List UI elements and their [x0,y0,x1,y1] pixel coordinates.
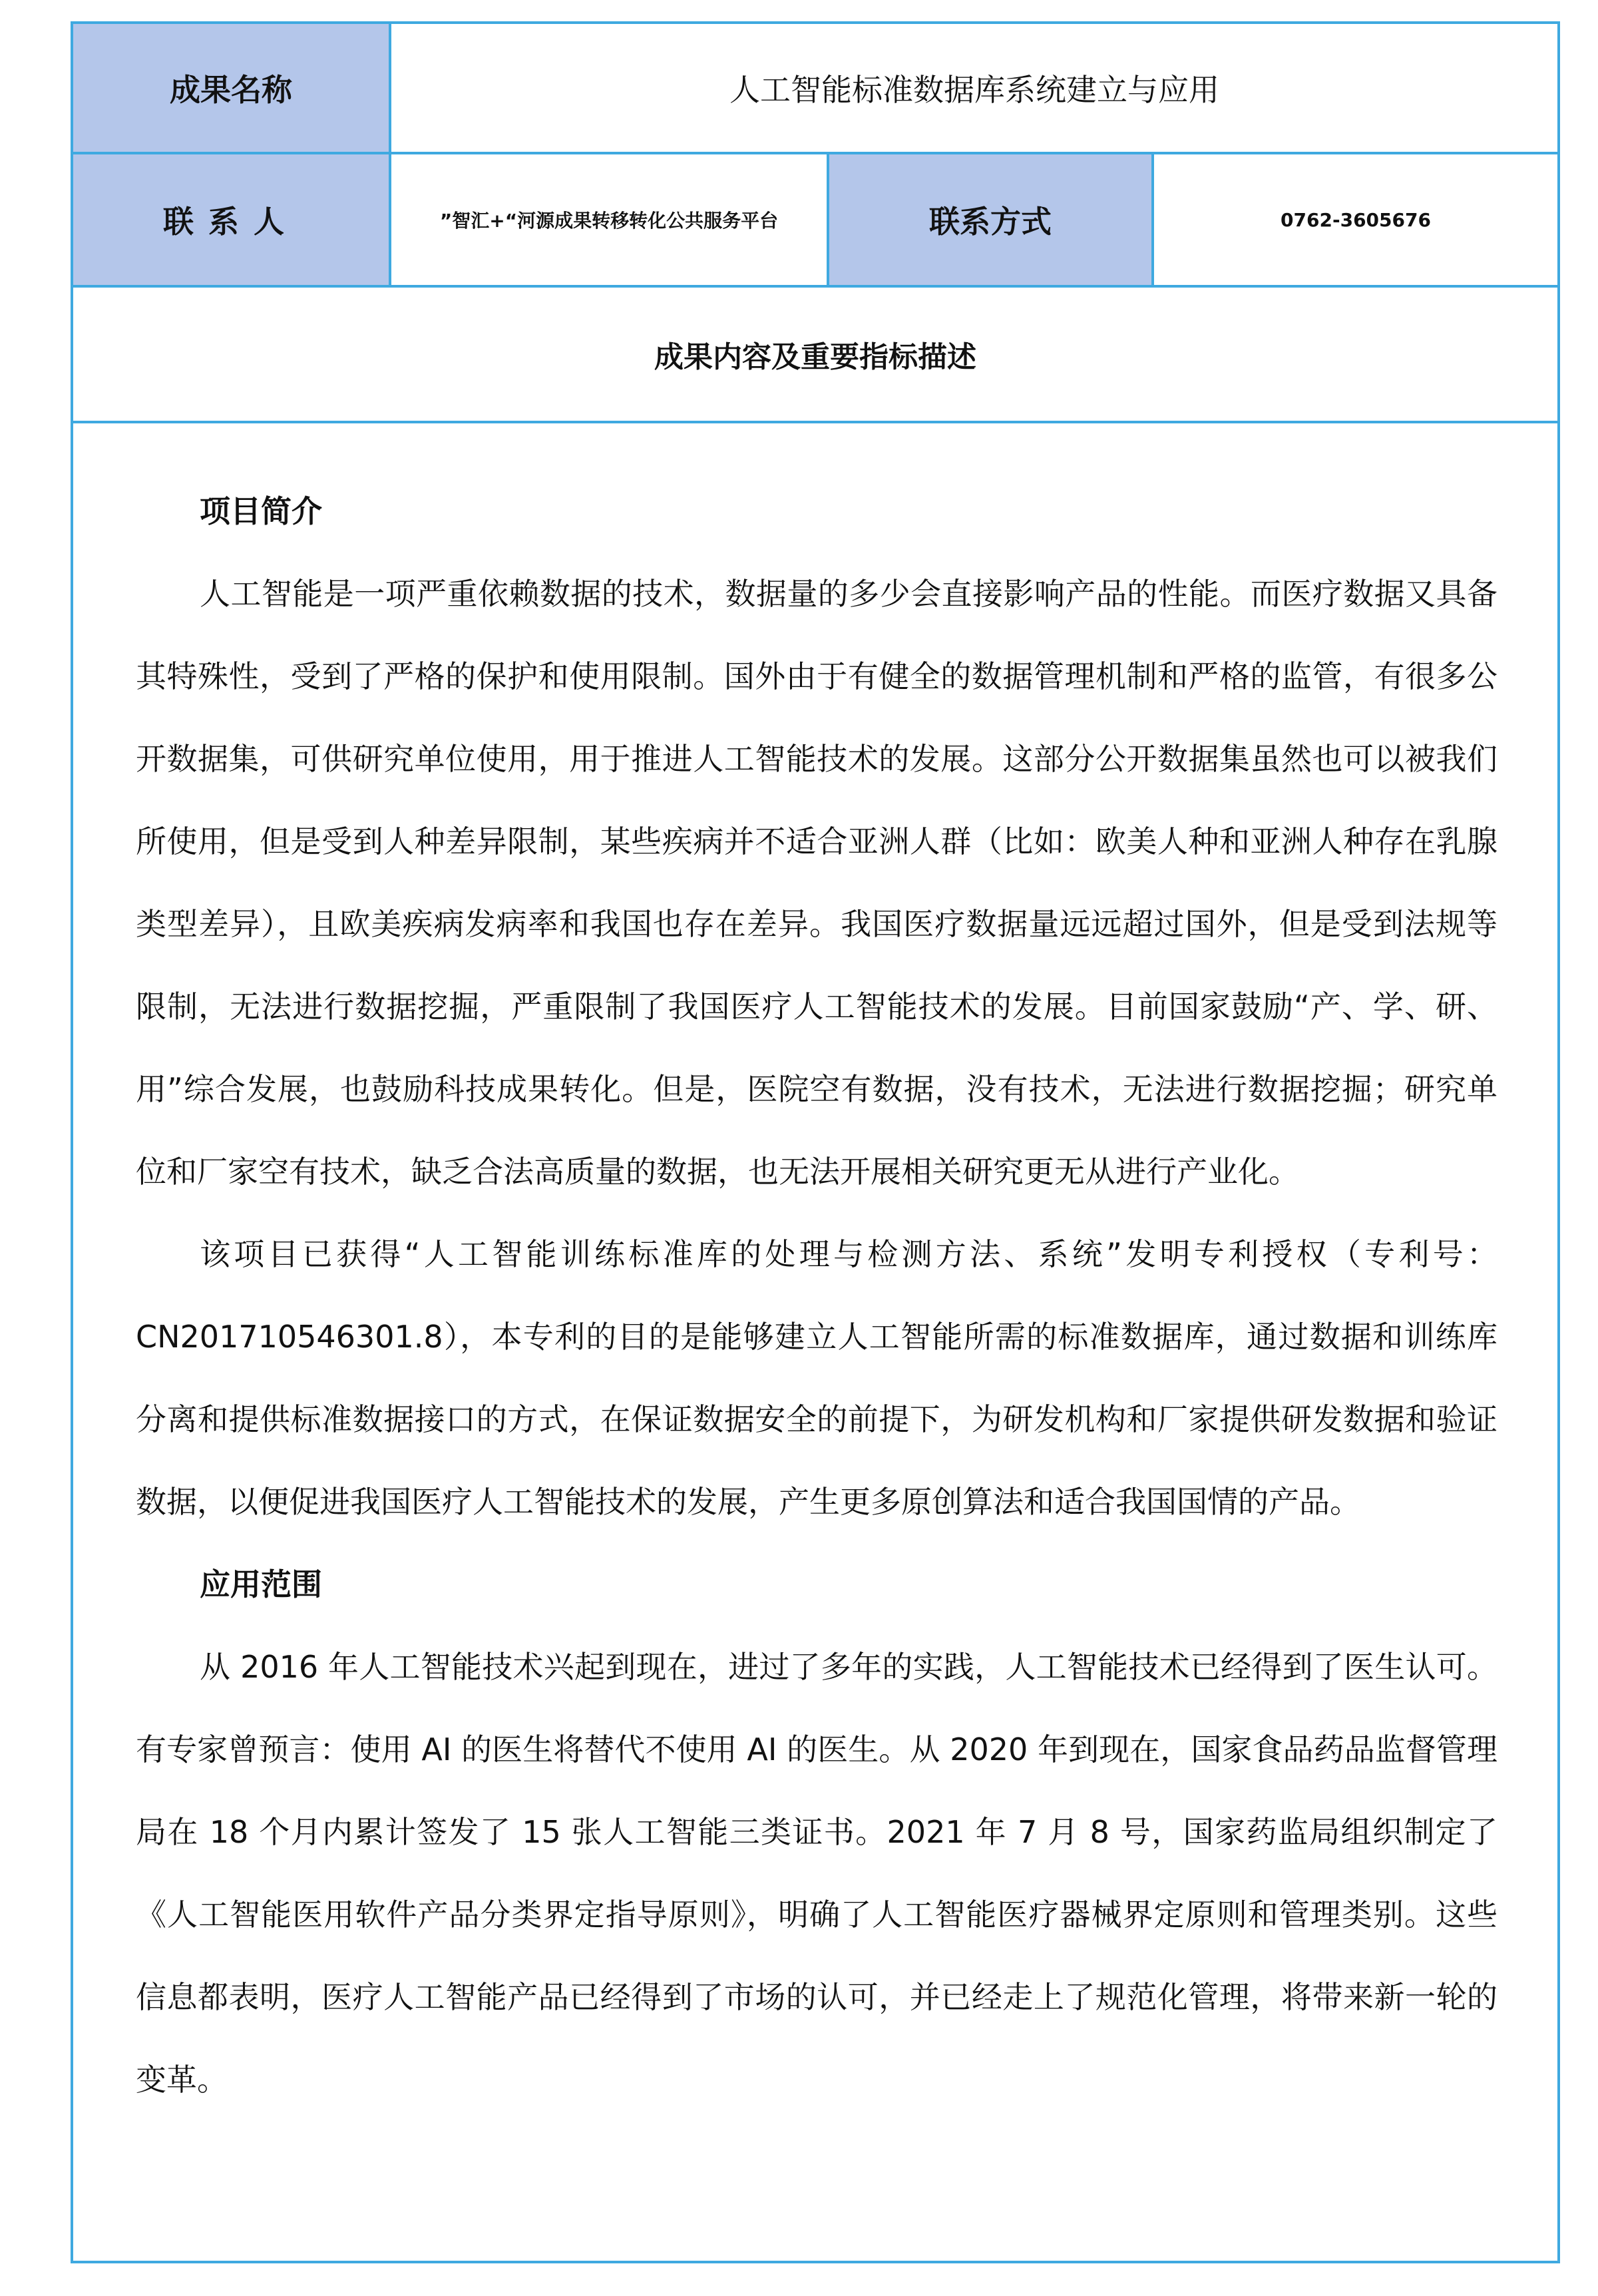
heading-project-intro: 项目简介 [200,493,322,529]
scope-paragraph-1: 从 2016 年人工智能技术兴起到现在，进过了多年的实践，人工智能技术已经得到了医生认可。有专家曾预言：使用 AI 的医生将替代不使用 AI 的医生。从 2020 年到现在，国家食品药品监督管理局在 18 个月内累计签发了 15 张人工智能三类证书。2021 年 7 月 8 号，国家药监局组织制定了《人工智能医用软件产品分类界定指导原则》，明确了人工智能医疗器械界定原则和管理类别。这些信息都表明，医疗人工智能产品已经得到了市场的认可，并已经走上了规范化管理，将带来新一轮的变革。 [136,1649,1498,2098]
contact-row [73,154,1557,288]
contact-person-value: ”智汇+“河源成果转移转化公共服务平台 [391,154,829,285]
contact-method-value: 0762-3605676 [1281,208,1431,231]
description-content [136,423,1498,2121]
section-title: 成果内容及重要指标描述 [654,340,976,374]
achievement-form [71,21,1560,2263]
achievement-name-label: 成果名称 [73,24,391,152]
heading-application-scope: 应用范围 [200,1566,322,1602]
section-title-row [73,288,1557,423]
achievement-name-value: 人工智能标准数据库系统建立与应用 [729,72,1219,108]
intro-paragraph-2: 该项目已获得“人工智能训练标准库的处理与检测方法、系统”发明专利授权（专利号：CN201710546301.8），本专利的目的是能够建立人工智能所需的标准数据库，通过数据和训练库分离和提供标准数据接口的方式，在保证数据安全的前提下，为研发机构和厂家提供研发数据和验证数据，以便促进我国医疗人工智能技术的发展，产生更多原创算法和适合我国国情的产品。 [136,1236,1498,1520]
name-row [73,24,1557,154]
contact-person-label: 联系人 [73,154,391,285]
contact-method-label: 联系方式 [829,154,1154,285]
intro-paragraph-1: 人工智能是一项严重依赖数据的技术，数据量的多少会直接影响产品的性能。而医疗数据又具备其特殊性，受到了严格的保护和使用限制。国外由于有健全的数据管理机制和严格的监管，有很多公开数据集，可供研究单位使用，用于推进人工智能技术的发展。这部分公开数据集虽然也可以被我们所使用，但是受到人种差异限制，某些疾病并不适合亚洲人群（比如：欧美人种和亚洲人种存在乳腺类型差异），且欧美疾病发病率和我国也存在差异。我国医疗数据量远远超过国外，但是受到法规等限制，无法进行数据挖掘，严重限制了我国医疗人工智能技术的发展。目前国家鼓励“产、学、研、用”综合发展，也鼓励科技成果转化。但是，医院空有数据，没有技术，无法进行数据挖掘；研究单位和厂家空有技术，缺乏合法高质量的数据，也无法开展相关研究更无从进行产业化。 [136,576,1498,1190]
